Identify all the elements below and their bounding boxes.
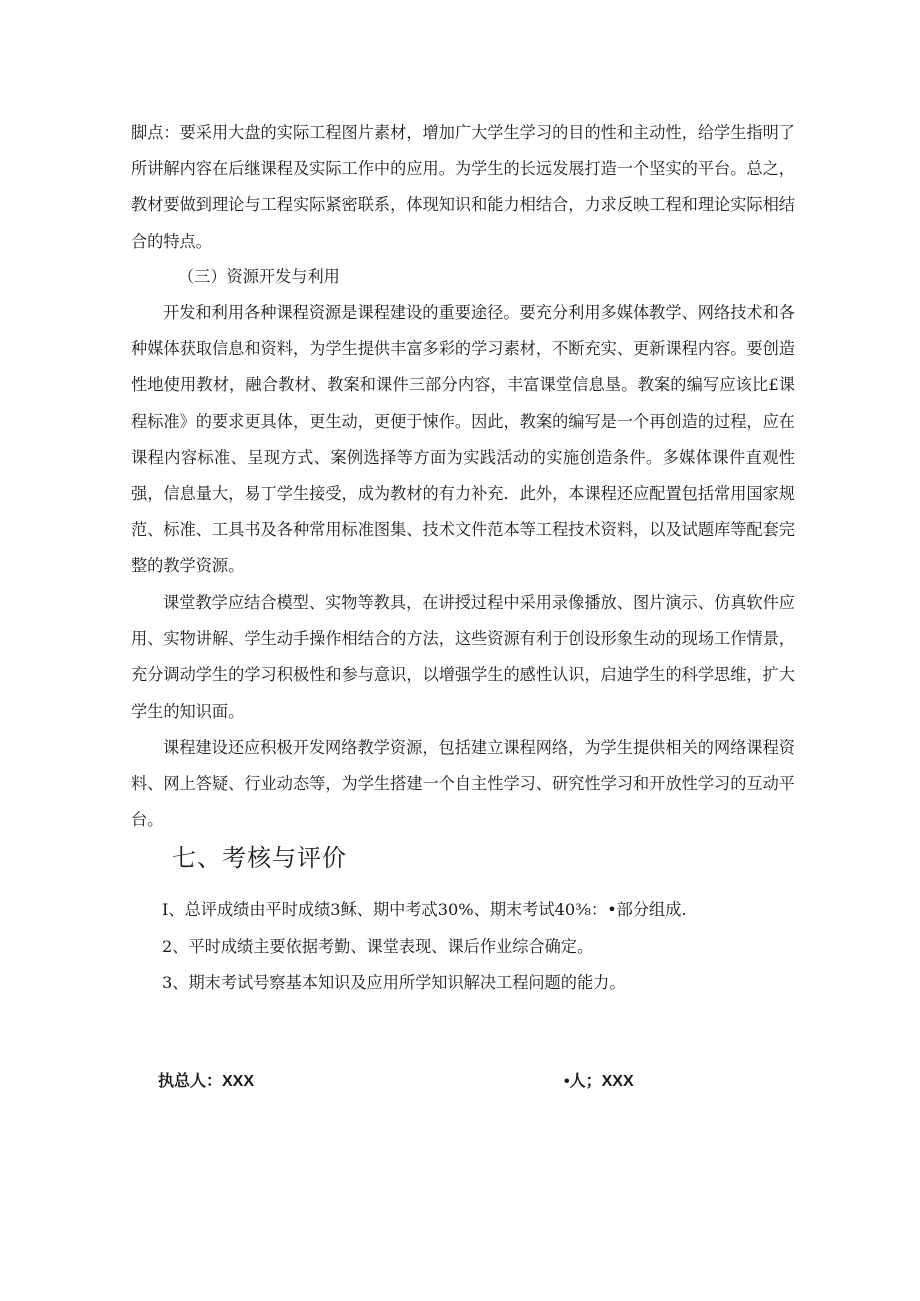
paragraph-textbook-features: 脚点：要采用大盘的实际工程图片素材，增加广大学生学习的目的性和主动性，给学生指明了所讲解内容在后继课程及实际工作中的应用。为学生的长远发展打造一个坚实的平台。总之，教材要做到理论与工程实际紧密联系，体现知识和能力相结合，力求反映工程和理论实际相结合的特点。: [131, 123, 795, 251]
subheading-resource-development: （三）资源开发与利用: [178, 267, 340, 286]
paragraph-classroom-teaching: 课堂教学应结合模型、实物等教具，在讲授过程中采用录像播放、图片演示、仿真软件应用、实物讲解、学生动手操作相结合的方法，这些资源有利于创设形象生动的现场工作情景，充分调动学生的学习积极性和参与意识，以增强学生的感性认识，启迪学生的科学思维，扩大学生的知识面。: [131, 593, 795, 721]
section-title-assessment: 七、考核与评价: [172, 844, 347, 872]
list-item: I、总评成绩由平时成绩3稣、期中考忒30%、期末考试40⅜：•部分组成.: [162, 900, 687, 919]
list-item: 3、期末考试号察基本知识及应用所学知识解决工程问题的能力。: [162, 973, 626, 992]
paragraph-resource-usage: 开发和利用各种课程资源是课程建设的重要途径。要充分利用多媒体教学、网络技术和各种媒体获取信息和资料，为学生提供丰富多彩的学习素材，不断充实、更新课程内容。要创造性地使用教材，融合教材、教案和课件三部分内容，丰富课堂信息垦。教案的编写应该比£课程标准》的要求更具体，更生动，更便于悚作。因此，教案的编写是一个再创造的过程，应在课程内容标准、呈现方式、案例选择等方面为实践活动的实施创造条件。多媒体课件直观性强，信息量大，易丁学生接受，成为教材的有力补充．此外，本课程还应配置包括常用国家规范、标准、工具书及各种常用标准图集、技术文件范本等工程技术资料，以及试题库等配套完整的教学资源。: [131, 303, 795, 576]
paragraph-network-resources: 课程建设还应积极开发网络教学资源，包括建立课程网络，为学生提供相关的网络课程资料、网上答疑、行业动态等，为学生搭建一个自主性学习、研究性学习和开放性学习的互动平台。: [131, 738, 795, 830]
assessment-list: [162, 892, 782, 1002]
signature-author: 执总人：XXX: [158, 1073, 255, 1090]
signature-reviewer: •人；XXX: [564, 1073, 634, 1090]
list-item: 2、平时成绩主要依据考勤、课堂表现、课后作业综合确定。: [162, 936, 594, 956]
